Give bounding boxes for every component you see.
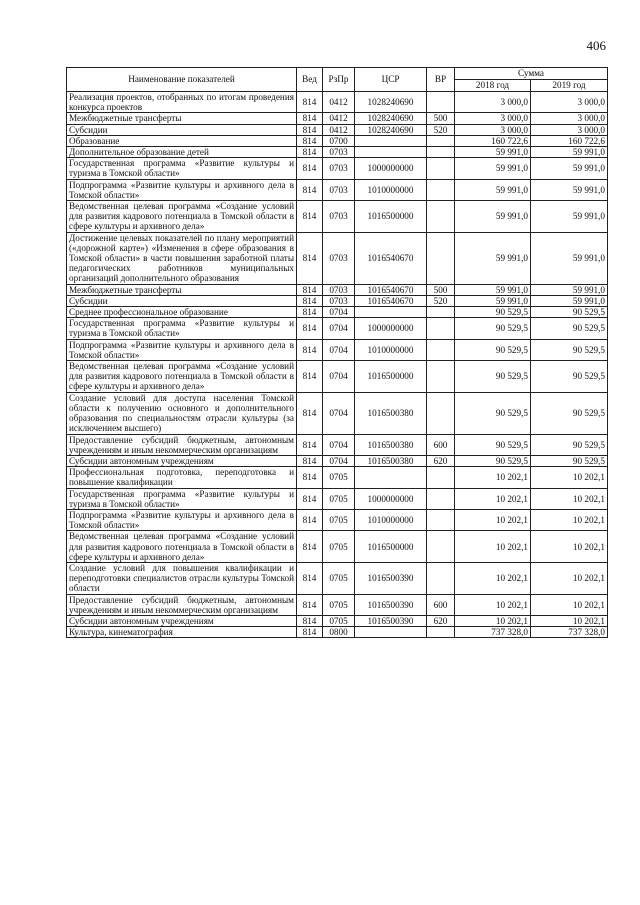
row-vr [427, 627, 455, 638]
row-csr: 1016500380 [355, 392, 427, 434]
row-amount-2018: 160 722,6 [455, 135, 531, 146]
row-ved: 814 [297, 339, 323, 360]
row-name: Подпрограмма «Развитие культуры и архивного дела в Томской области» [67, 509, 297, 530]
row-csr: 1010000000 [355, 509, 427, 530]
row-amount-2018: 10 202,1 [455, 615, 531, 626]
budget-table [66, 67, 608, 638]
row-ved: 814 [297, 201, 323, 233]
row-name: Среднее профессиональное образование [67, 307, 297, 318]
row-amount-2018: 10 202,1 [455, 467, 531, 488]
row-amount-2018: 3 000,0 [455, 92, 531, 113]
row-vr [427, 318, 455, 339]
row-csr: 1016500000 [355, 531, 427, 563]
row-ved: 814 [297, 434, 323, 455]
header-vr: ВР [427, 68, 455, 92]
row-rzpr: 0704 [323, 361, 355, 393]
row-vr [427, 531, 455, 563]
row-csr [355, 135, 427, 146]
table-row [67, 467, 608, 488]
row-amount-2018: 90 529,5 [455, 339, 531, 360]
row-ved: 814 [297, 295, 323, 306]
table-row [67, 135, 608, 146]
row-csr: 1016540670 [355, 284, 427, 295]
row-name: Создание условий для доступа населения Томской области к получению основного и дополнительного образования по специальностям отрасли культуры (за исключением высшего) [67, 392, 297, 434]
row-vr [427, 467, 455, 488]
row-amount-2019: 10 202,1 [531, 467, 608, 488]
row-ved: 814 [297, 488, 323, 509]
row-amount-2018: 59 991,0 [455, 147, 531, 158]
row-amount-2019: 3 000,0 [531, 92, 608, 113]
row-rzpr: 0705 [323, 531, 355, 563]
row-csr: 1016540670 [355, 232, 427, 284]
row-rzpr: 0703 [323, 158, 355, 179]
row-amount-2019: 90 529,5 [531, 318, 608, 339]
row-name: Государственная программа «Развитие культуры и туризма в Томской области» [67, 158, 297, 179]
row-rzpr: 0412 [323, 124, 355, 135]
row-amount-2018: 10 202,1 [455, 562, 531, 594]
row-rzpr: 0703 [323, 179, 355, 200]
row-ved: 814 [297, 361, 323, 393]
row-rzpr: 0700 [323, 135, 355, 146]
row-rzpr: 0705 [323, 615, 355, 626]
row-amount-2018: 59 991,0 [455, 232, 531, 284]
table-row [67, 361, 608, 393]
table-row [67, 594, 608, 615]
row-csr [355, 467, 427, 488]
row-vr: 520 [427, 124, 455, 135]
row-csr: 1000000000 [355, 318, 427, 339]
row-csr [355, 307, 427, 318]
table-row [67, 318, 608, 339]
table-row [67, 531, 608, 563]
row-name: Субсидии [67, 124, 297, 135]
header-sum: Сумма [455, 68, 608, 80]
row-csr [355, 147, 427, 158]
row-name: Подпрограмма «Развитие культуры и архивного дела в Томской области» [67, 179, 297, 200]
row-name: Субсидии автономным учреждениям [67, 615, 297, 626]
row-csr: 1016500380 [355, 434, 427, 455]
row-vr [427, 179, 455, 200]
row-name: Ведомственная целевая программа «Создание условий для развития кадрового потенциала в Томской области в сфере культуры и архивного дела» [67, 531, 297, 563]
row-amount-2018: 90 529,5 [455, 318, 531, 339]
row-name: Образование [67, 135, 297, 146]
row-amount-2019: 3 000,0 [531, 124, 608, 135]
row-amount-2018: 90 529,5 [455, 434, 531, 455]
row-amount-2018: 59 991,0 [455, 295, 531, 306]
row-ved: 814 [297, 135, 323, 146]
row-ved: 814 [297, 615, 323, 626]
row-vr: 620 [427, 615, 455, 626]
table-row [67, 339, 608, 360]
row-vr [427, 147, 455, 158]
table-body [67, 92, 608, 638]
header-name: Наименование показателей [67, 68, 297, 92]
row-amount-2019: 737 328,0 [531, 627, 608, 638]
row-amount-2019: 90 529,5 [531, 455, 608, 466]
table-header [67, 68, 608, 92]
row-csr: 1016500390 [355, 615, 427, 626]
row-ved: 814 [297, 562, 323, 594]
table-row [67, 201, 608, 233]
row-csr: 1016540670 [355, 295, 427, 306]
row-amount-2018: 59 991,0 [455, 201, 531, 233]
row-name: Субсидии автономным учреждениям [67, 455, 297, 466]
row-ved: 814 [297, 467, 323, 488]
row-amount-2018: 10 202,1 [455, 509, 531, 530]
row-vr: 500 [427, 284, 455, 295]
row-amount-2019: 59 991,0 [531, 201, 608, 233]
row-csr: 1016500390 [355, 594, 427, 615]
header-rzpr: РзПр [323, 68, 355, 92]
row-rzpr: 0412 [323, 92, 355, 113]
row-rzpr: 0703 [323, 147, 355, 158]
row-vr [427, 392, 455, 434]
table-row [67, 615, 608, 626]
row-vr [427, 509, 455, 530]
row-name: Подпрограмма «Развитие культуры и архивного дела в Томской области» [67, 339, 297, 360]
table-row [67, 179, 608, 200]
row-ved: 814 [297, 113, 323, 124]
row-amount-2019: 59 991,0 [531, 147, 608, 158]
row-csr: 1016500390 [355, 562, 427, 594]
table-row [67, 392, 608, 434]
row-amount-2018: 90 529,5 [455, 392, 531, 434]
row-ved: 814 [297, 627, 323, 638]
row-csr: 1016500000 [355, 361, 427, 393]
row-vr [427, 92, 455, 113]
row-amount-2019: 59 991,0 [531, 232, 608, 284]
row-rzpr: 0704 [323, 339, 355, 360]
row-amount-2018: 10 202,1 [455, 594, 531, 615]
row-amount-2019: 160 722,6 [531, 135, 608, 146]
row-rzpr: 0703 [323, 232, 355, 284]
row-amount-2018: 90 529,5 [455, 455, 531, 466]
row-rzpr: 0704 [323, 392, 355, 434]
row-ved: 814 [297, 392, 323, 434]
table-row [67, 147, 608, 158]
row-name: Межбюджетные трансферты [67, 284, 297, 295]
row-amount-2019: 3 000,0 [531, 113, 608, 124]
table-row [67, 488, 608, 509]
row-name: Ведомственная целевая программа «Создание условий для развития кадрового потенциала в Томской области в сфере культуры и архивного дела» [67, 201, 297, 233]
row-vr [427, 562, 455, 594]
row-name: Предоставление субсидий бюджетным, автономным учреждениям и иным некоммерческим организациям [67, 434, 297, 455]
row-amount-2018: 3 000,0 [455, 113, 531, 124]
row-amount-2019: 59 991,0 [531, 158, 608, 179]
row-amount-2018: 90 529,5 [455, 361, 531, 393]
table-row [67, 92, 608, 113]
row-ved: 814 [297, 284, 323, 295]
row-amount-2019: 10 202,1 [531, 562, 608, 594]
row-rzpr: 0703 [323, 201, 355, 233]
row-amount-2018: 737 328,0 [455, 627, 531, 638]
row-ved: 814 [297, 594, 323, 615]
row-csr: 1016500380 [355, 455, 427, 466]
row-ved: 814 [297, 531, 323, 563]
row-rzpr: 0704 [323, 318, 355, 339]
row-ved: 814 [297, 147, 323, 158]
row-vr [427, 158, 455, 179]
row-ved: 814 [297, 455, 323, 466]
row-name: Ведомственная целевая программа «Создание условий для развития кадрового потенциала в Томской области в сфере культуры и архивного дела» [67, 361, 297, 393]
row-amount-2019: 10 202,1 [531, 488, 608, 509]
row-ved: 814 [297, 318, 323, 339]
row-amount-2019: 10 202,1 [531, 594, 608, 615]
row-csr: 1010000000 [355, 179, 427, 200]
table-row [67, 307, 608, 318]
row-rzpr: 0703 [323, 284, 355, 295]
row-vr: 620 [427, 455, 455, 466]
row-vr: 500 [427, 113, 455, 124]
row-rzpr: 0703 [323, 295, 355, 306]
table-row [67, 627, 608, 638]
row-ved: 814 [297, 92, 323, 113]
row-name: Межбюджетные трансферты [67, 113, 297, 124]
row-name: Культура, кинематография [67, 627, 297, 638]
row-name: Предоставление субсидий бюджетным, автономным учреждениям и иным некоммерческим организациям [67, 594, 297, 615]
row-name: Достижение целевых показателей по плану мероприятий («дорожной карте») «Изменения в сфере образования в Томской области» в части повышения заработной платы педагогических работников муниципальных организаций дополнительного образования [67, 232, 297, 284]
row-rzpr: 0705 [323, 594, 355, 615]
row-amount-2019: 90 529,5 [531, 307, 608, 318]
row-csr: 1010000000 [355, 339, 427, 360]
row-rzpr: 0704 [323, 307, 355, 318]
table-row [67, 455, 608, 466]
table-row [67, 232, 608, 284]
row-amount-2019: 90 529,5 [531, 339, 608, 360]
table-row [67, 124, 608, 135]
row-rzpr: 0704 [323, 434, 355, 455]
table-row [67, 158, 608, 179]
row-amount-2019: 90 529,5 [531, 392, 608, 434]
row-amount-2018: 59 991,0 [455, 158, 531, 179]
row-rzpr: 0705 [323, 467, 355, 488]
row-csr: 1028240690 [355, 124, 427, 135]
header-csr: ЦСР [355, 68, 427, 92]
row-vr [427, 339, 455, 360]
row-vr: 600 [427, 594, 455, 615]
page-number: 406 [586, 38, 606, 53]
row-amount-2018: 59 991,0 [455, 284, 531, 295]
row-csr: 1028240690 [355, 92, 427, 113]
row-vr [427, 135, 455, 146]
header-year-2018: 2018 год [455, 80, 531, 92]
row-csr: 1016500000 [355, 201, 427, 233]
row-amount-2019: 59 991,0 [531, 179, 608, 200]
row-name: Дополнительное образование детей [67, 147, 297, 158]
row-amount-2018: 59 991,0 [455, 179, 531, 200]
row-rzpr: 0412 [323, 113, 355, 124]
row-rzpr: 0705 [323, 509, 355, 530]
row-vr [427, 201, 455, 233]
row-amount-2019: 90 529,5 [531, 361, 608, 393]
row-amount-2019: 10 202,1 [531, 509, 608, 530]
row-name: Реализация проектов, отобранных по итогам проведения конкурса проектов [67, 92, 297, 113]
row-ved: 814 [297, 179, 323, 200]
table-row [67, 434, 608, 455]
row-ved: 814 [297, 158, 323, 179]
row-amount-2018: 10 202,1 [455, 488, 531, 509]
row-vr [427, 488, 455, 509]
table-row [67, 284, 608, 295]
row-vr [427, 232, 455, 284]
row-ved: 814 [297, 307, 323, 318]
row-csr: 1000000000 [355, 158, 427, 179]
row-vr: 520 [427, 295, 455, 306]
table-row [67, 509, 608, 530]
table-row [67, 113, 608, 124]
row-vr [427, 307, 455, 318]
header-ved: Вед [297, 68, 323, 92]
row-amount-2019: 59 991,0 [531, 295, 608, 306]
row-amount-2019: 90 529,5 [531, 434, 608, 455]
row-vr: 600 [427, 434, 455, 455]
row-csr: 1000000000 [355, 488, 427, 509]
row-rzpr: 0704 [323, 455, 355, 466]
row-csr [355, 627, 427, 638]
row-amount-2019: 10 202,1 [531, 615, 608, 626]
row-ved: 814 [297, 509, 323, 530]
row-vr [427, 361, 455, 393]
row-amount-2018: 3 000,0 [455, 124, 531, 135]
row-ved: 814 [297, 232, 323, 284]
row-rzpr: 0705 [323, 562, 355, 594]
row-name: Профессиональная подготовка, переподготовка и повышение квалификации [67, 467, 297, 488]
row-amount-2019: 10 202,1 [531, 531, 608, 563]
row-name: Субсидии [67, 295, 297, 306]
row-name: Государственная программа «Развитие культуры и туризма в Томской области» [67, 488, 297, 509]
table-row [67, 295, 608, 306]
row-ved: 814 [297, 124, 323, 135]
row-csr: 1028240690 [355, 113, 427, 124]
row-amount-2018: 90 529,5 [455, 307, 531, 318]
row-amount-2019: 59 991,0 [531, 284, 608, 295]
header-year-2019: 2019 год [531, 80, 608, 92]
row-amount-2018: 10 202,1 [455, 531, 531, 563]
row-rzpr: 0705 [323, 488, 355, 509]
row-name: Государственная программа «Развитие культуры и туризма в Томской области» [67, 318, 297, 339]
row-rzpr: 0800 [323, 627, 355, 638]
row-name: Создание условий для повышения квалификации и переподготовки специалистов отрасли культуры Томской области [67, 562, 297, 594]
table-row [67, 562, 608, 594]
